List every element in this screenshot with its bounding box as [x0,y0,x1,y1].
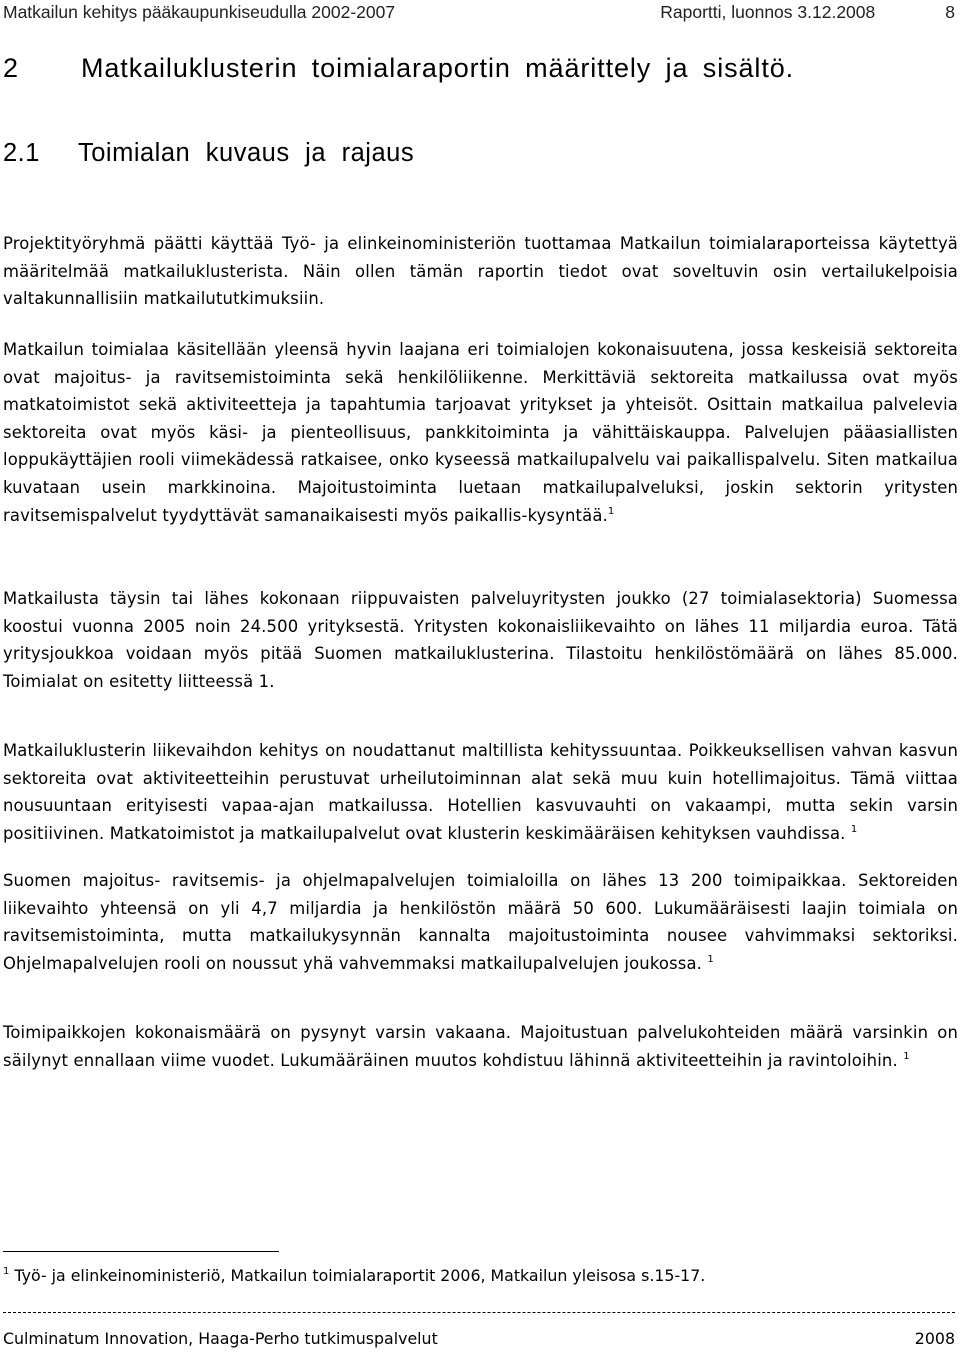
paragraph-2-text: Matkailun toimialaa käsitellään yleensä hyvin laajana eri toimialojen kokonaisuutena, jossa keskeisiä sektoreita ovat majoitus- ja ravitsemistoiminta sekä henkilöliikenne. Merkittäviä sektoreita matkailussa ovat myös matkatoimistot sekä aktiviteetteja ja tapahtumia tarjoavat yritykset ja yhteisöt. Osittain matkailua palvelevia sektoreita ovat myös käsi- ja pienteollisuus, pankkitoiminta ja vähittäiskauppa. Palvelujen pääasiallisten loppukäyttäjien rooli viimekädessä ratkaisee, onko kyseessä matkailupalvelu vai paikallispalvelu. Siten matkailua kuvataan usein markkinoina. Majoitustoiminta luetaan matkailupalveluksi, joskin sektorin yritysten ravitsemispalvelut tyydyttävät samanaikaisesti myös paikallis-kysyntää. [3,340,958,525]
section-number: 2.1 [3,139,40,167]
paragraph-5-text: Suomen majoitus- ravitsemis- ja ohjelmapalvelujen toimialoilla on lähes 13 200 toimipaikkaa. Sektoreiden liikevaihto yhteensä on yli 4,7 miljardia ja henkilöstön määrä 50 600. Lukumääräisesti laajin toimiala on ravitsemistoiminta, mutta matkailukysynnän kannalta majoitustoiminta nousee vahvimmaksi sektoriksi. Ohjelmapalvelujen rooli on noussut yhä vahvemmaksi matkailupalvelujen joukossa. [3,871,958,973]
footnote-reference[interactable]: 1 [607,505,615,517]
paragraph-6-text: Toimipaikkojen kokonaismäärä on pysynyt varsin vakaana. Majoitustuan palvelukohteiden määrä varsinkin on säilynyt ennallaan viime vuodet. Lukumääräinen muutos kohdistuu lähinnä aktiviteetteihin ja ravintoloihin. [3,1023,958,1070]
chapter-heading [3,50,794,86]
page-number: 8 [945,2,955,22]
paragraph-6 [3,1019,958,1074]
paragraph-2 [3,336,958,529]
paragraph-4 [3,737,958,847]
footnote [3,1264,705,1288]
chapter-title: Matkailuklusterin toimialaraportin määrittely ja sisältö. [81,53,795,83]
paragraph-4-text: Matkailuklusterin liikevaihdon kehitys on noudattanut maltillista kehityssuuntaa. Poikkeuksellisen vahvan kasvun sektoreita ovat aktiviteetteihin perustuvat urheilutoiminnan alat sekä muu kuin hotellimajoitus. Tämä viittaa nousuuntaan erityisesti vapaa-ajan matkailussa. Hotellien kasvuvauhti on vakaampi, mutta sekin varsin positiivinen. Matkatoimistot ja matkailupalvelut ovat klusterin keskimääräisen kehityksen vauhdissa. [3,741,958,843]
paragraph-3 [3,585,958,695]
running-header [3,0,955,28]
footnote-reference[interactable]: 1 [707,953,714,965]
footer-organizations: Culminatum Innovation, Haaga-Perho tutkimuspalvelut [3,1329,438,1348]
paragraph-5 [3,867,958,977]
section-title: Toimialan kuvaus ja rajaus [78,139,415,167]
footnote-separator [3,1251,279,1252]
paragraph-1-text: Projektityöryhmä päätti käyttää Työ- ja elinkeinoministeriön tuottamaa Matkailun toimialaraporteissa käytettyä määritelmää matkailuklusterista. Näin ollen tämän raportin tiedot ovat soveltuvin osin vertailukelpoisia valtakunnallisiin matkailututkimuksiin. [3,234,958,309]
footnote-reference[interactable]: 1 [903,1050,910,1062]
footnote-text: Työ- ja elinkeinoministeriö, Matkailun toimialaraportit 2006, Matkailun yleisosa s.15-17. [14,1266,706,1285]
header-report-status: Raportti, luonnos 3.12.2008 [660,2,876,22]
footnote-reference[interactable]: 1 [850,823,858,835]
header-right-group [660,0,955,24]
paragraph-3-text: Matkailusta täysin tai lähes kokonaan riippuvaisten palveluyritysten joukko (27 toimialasektoria) Suomessa koostui vuonna 2005 noin 24.500 yrityksestä. Yritysten kokonaisliikevaihto on lähes 11 miljardia euroa. Tätä yritysjoukkoa voidaan myös pitää Suomen matkailuklusterina. Tilastoitu henkilöstömäärä on lähes 85.000. Toimialat on esitetty liitteessä 1. [3,589,958,691]
section-heading [3,136,414,170]
chapter-number: 2 [3,53,19,83]
footnote-marker: 1 [3,1266,10,1277]
running-footer [3,1327,955,1351]
paragraph-1 [3,230,958,313]
header-report-title: Matkailun kehitys pääkaupunkiseudulla 2002-2007 [3,2,396,22]
footer-year: 2008 [914,1329,955,1348]
footer-separator [3,1312,955,1313]
